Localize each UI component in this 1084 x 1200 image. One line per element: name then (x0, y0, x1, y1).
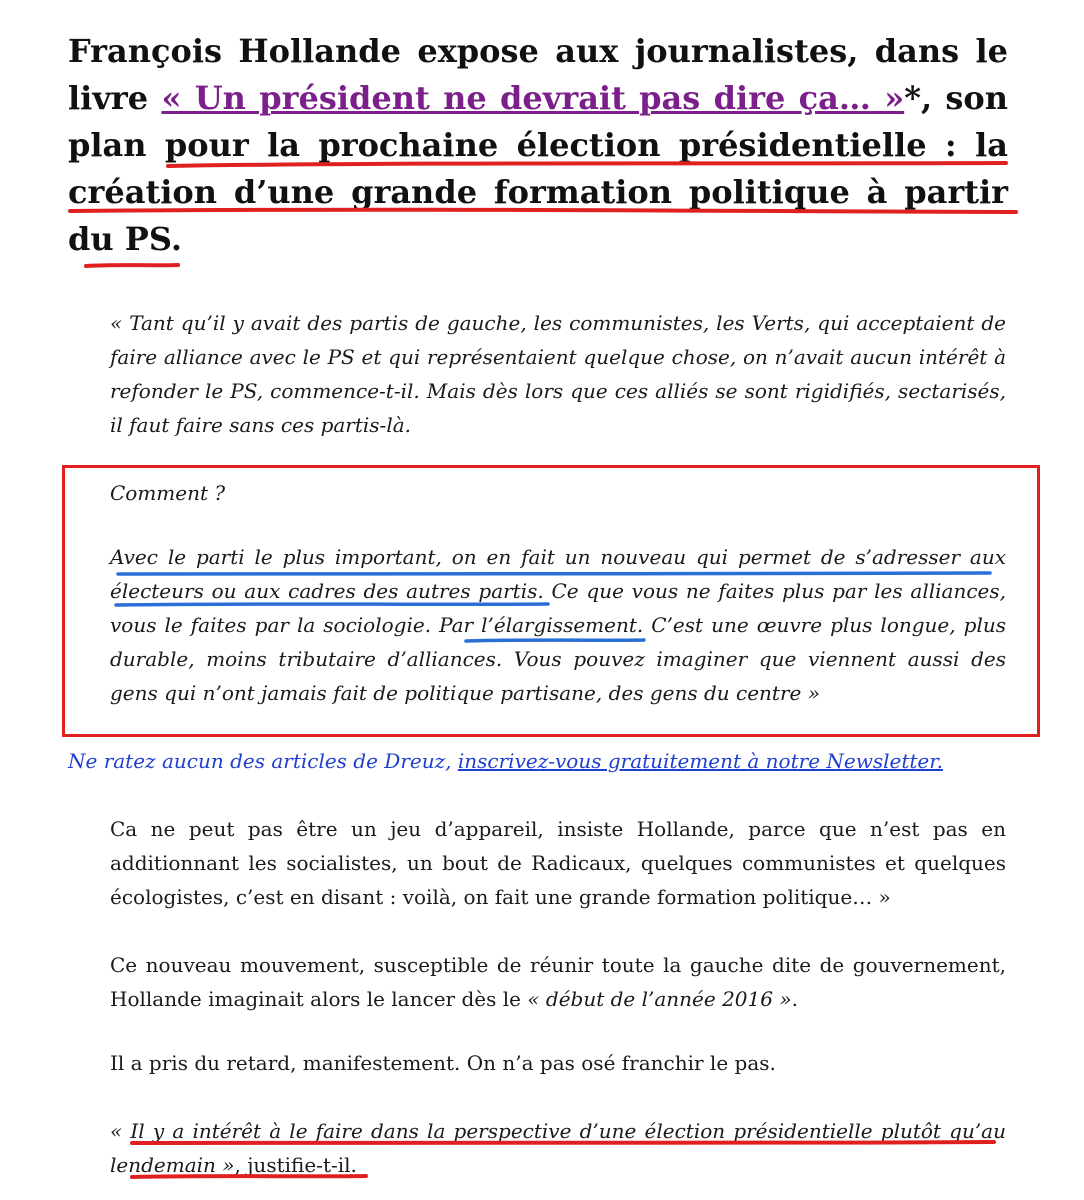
headline-part2: *, son plan pour la prochaine élection présidentielle : la création d’une grande formation politique à partir du PS. (68, 79, 1009, 258)
newsletter-link[interactable]: inscrivez-vous gratuitement à notre Newsletter. (457, 749, 943, 773)
paragraph-3: Il a pris du retard, manifestement. On n’a pas osé franchir le pas. (110, 1051, 776, 1075)
paragraph-2-date: « début de l’année 2016 » (527, 987, 792, 1011)
paragraph-2-end: . (791, 987, 798, 1011)
paragraph-4 (110, 1114, 1006, 1182)
book-link[interactable]: « Un président ne devrait pas dire ça… » (161, 79, 905, 117)
headline (68, 28, 1008, 263)
paragraph-2-text: Ce nouveau mouvement, susceptible de réunir toute la gauche dite de gouvernement, Hollande imaginait alors le lancer dès le (110, 953, 1006, 1011)
paragraph-4-end: , justifie-t-il. (234, 1153, 357, 1177)
quote-paragraph-2: Avec le parti le plus important, on en fait un nouveau qui permet de s’adresser aux électeurs ou aux cadres des autres partis. Ce que vous ne faites plus par les alliances, vous le faites par la sociologie. Par l’élargissement. C’est une œuvre plus longue, plus durable, moins tributaire d’alliances. Vous pouvez imaginer que viennent aussi des gens qui n’ont jamais fait de politique partisane, des gens du centre » (110, 545, 1006, 705)
newsletter-promo (68, 744, 1028, 778)
headline-part1: François Hollande expose aux journalistes, dans le livre (68, 32, 1008, 117)
newsletter-text: Ne ratez aucun des articles de Dreuz, (68, 749, 458, 773)
paragraph-2 (110, 948, 1006, 1016)
paragraph-1: Ca ne peut pas être un jeu d’appareil, insiste Hollande, parce que n’est pas en additionnant les socialistes, un bout de Radicaux, quelques communistes et quelques écologistes, c’est en disant : voilà, on fait une grande formation politique… » (110, 817, 1006, 909)
red-underline-headline-3 (86, 265, 178, 266)
comment-question: Comment ? (110, 481, 226, 505)
paragraph-4-quote: « Il y a intérêt à le faire dans la perspective d’une élection présidentielle plutôt qu’au lendemain » (110, 1119, 1006, 1177)
quote-paragraph-1: « Tant qu’il y avait des partis de gauche, les communistes, les Verts, qui acceptaient de faire alliance avec le PS et qui représentaient quelque chose, on n’avait aucun intérêt à refonder le PS, commence-t-il. Mais dès lors que ces alliés se sont rigidifiés, sectarisés, il faut faire sans ces partis-là. (110, 311, 1006, 437)
